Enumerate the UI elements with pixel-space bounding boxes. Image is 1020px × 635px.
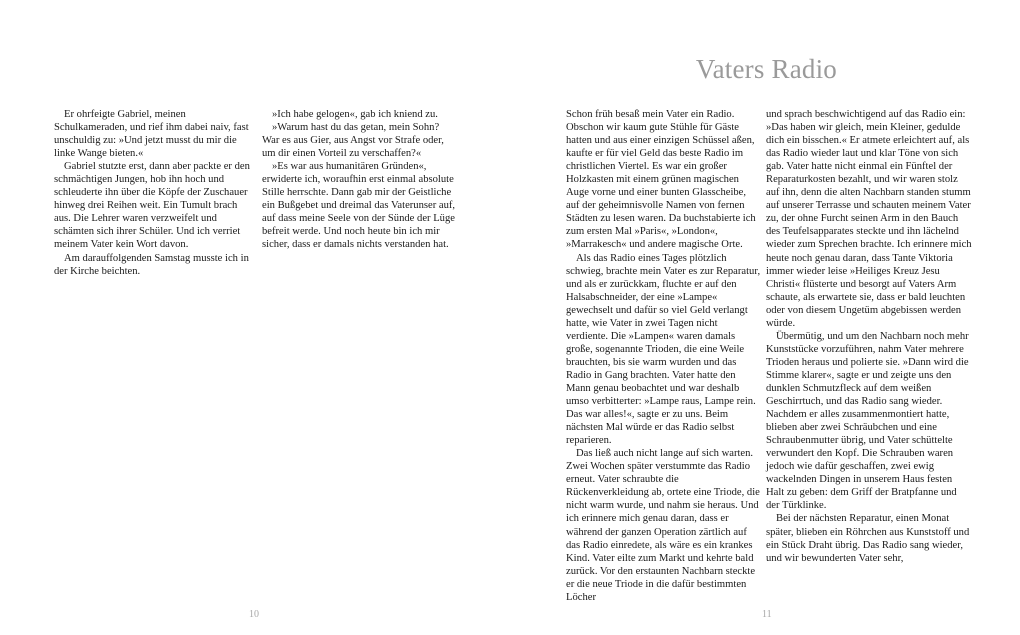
page-number-left: 10 bbox=[249, 609, 259, 620]
paragraph: Das ließ auch nicht lange auf sich warten. Zwei Wochen später verstummte das Radio erneut. Vater schraubte die Rückenverkleidung ab, ortete eine Triode, die nicht warm wurde, und nahm sie heraus. Und ich erinnere mich genau daran, dass er während der ganzen Operation zärtlich auf das Radio einredete, als wäre es ein krankes Kind. Vater eilte zum Markt und kehrte bald zurück. Vor den erstaunten Nachbarn steckte er die neue Triode in die dafür bestimmten Löcher bbox=[566, 448, 760, 603]
right-page-column-2 bbox=[766, 108, 972, 565]
paragraph: »Es war aus humanitären Gründen«, erwiderte ich, woraufhin erst einmal absolute Stille herrschte. Dann gab mir der Geistliche ein Bußgebet und dreimal das Vaterunser auf, auf dass meine Seele von der Sünde der Lüge befreit werde. Und noch heute bin ich mir sicher, dass er damals nichts verstanden hat. bbox=[262, 161, 456, 251]
page-number-right: 11 bbox=[762, 609, 772, 620]
paragraph: und sprach beschwichtigend auf das Radio ein: »Das haben wir gleich, mein Kleiner, gedulde dich ein bisschen.« Er atmete erleichtert auf, als das Radio wieder laut und klar Töne von sich gab. Vater hatte nicht einmal ein Fünftel der Reparaturkosten bezahlt, und wir waren stolz auf ihn, denn die alten Nachbarn standen stumm auf unserer Terrasse und schauten meinem Vater zu, der ohne Furcht seinen Arm in den Bauch des Teufelsapparates steckte und ihn lächelnd wieder zum Sprechen brachte. Ich erinnere mich heute noch genau daran, dass Tante Viktoria immer wieder leise »Heiliges Kreuz Jesu Christi« flüsterte und besorgt auf Vaters Arm schaute, als erwartete sie, dass er bald leuchten oder von diesem Ungetüm abgebissen werden würde. bbox=[766, 109, 972, 329]
paragraph: »Warum hast du das getan, mein Sohn? War es aus Gier, aus Angst vor Strafe oder, um dir einen Vorteil zu verschaffen?« bbox=[262, 122, 444, 160]
paragraph: »Ich habe gelogen«, gab ich kniend zu. bbox=[272, 109, 438, 120]
paragraph: Schon früh besaß mein Vater ein Radio. Obschon wir kaum gute Stühle für Gäste hatten und aus einer einzigen Schüssel aßen, kaufte er für viel Geld das beste Radio im christlichen Viertel. Es war ein großer Holzkasten mit einem grünen magischen Auge vorne und einer bunten Glasscheibe, auf der geheimnisvolle Namen von fernen Städten zu lesen waren. Da buchstabierte ich zum ersten Mal »Paris«, »London«, »Marrakesch« und andere magische Orte. bbox=[566, 109, 756, 251]
left-page-column-2 bbox=[262, 108, 458, 252]
chapter-title: Vaters Radio bbox=[695, 54, 837, 84]
left-page-column-1 bbox=[54, 108, 250, 278]
paragraph: Bei der nächsten Reparatur, einen Monat später, blieben ein Röhrchen aus Kunststoff und ein Stück Draht übrig. Das Radio sang wieder, und wir bewunderten Vater sehr, bbox=[766, 513, 970, 564]
right-page-column-1 bbox=[566, 108, 762, 604]
paragraph: Als das Radio eines Tages plötzlich schwieg, brachte mein Vater es zur Reparatur, und als er zurückkam, fluchte er auf den Halsabschneider, der eine »Lampe« gewechselt und dafür so viel Geld verlangt hatte, wie Vater in zwei Tagen nicht verdiente. Die »Lampen« waren damals große, sogenannte Trioden, die eine Weile brauchten, bis sie warm wurden und das Radio in Gang brachten. Vater hatte den Mann genau beobachtet und war deshalb umso verbitterter: »Lampe raus, Lampe rein. Das war alles!«, sagte er zu uns. Beim nächsten Mal würde er das Radio selbst reparieren. bbox=[566, 252, 761, 447]
right-page bbox=[510, 0, 1020, 635]
paragraph: Am darauffolgenden Samstag musste ich in der Kirche beichten. bbox=[54, 252, 249, 277]
paragraph: Übermütig, und um den Nachbarn noch mehr Kunststücke vorzuführen, nahm Vater mehrere Trioden heraus und polierte sie. »Dann wird die Stimme klarer«, sagte er und zeigte uns den dunklen Schmutzfleck auf dem weißen Geschirrtuch, und das Radio sang wieder. Nachdem er alles zusammenmontiert hatte, blieben aber zwei Schräubchen und eine Schraubenmutter übrig, und Vater schüttelte verwundert den Kopf. Die Schrauben waren jedoch wie dafür geschaffen, zwei ewig wackelnden Dingen in unserem Haus festen Halt zu geben: dem Griff der Bratpfanne und der Türklinke. bbox=[766, 330, 969, 512]
paragraph: Er ohrfeigte Gabriel, meinen Schulkameraden, und rief ihm dabei naiv, fast unschuldig zu: »Und jetzt musst du mir die linke Wange bieten.« bbox=[54, 109, 249, 160]
paragraph: Gabriel stutzte erst, dann aber packte er den schmächtigen Jungen, hob ihn hoch und schleuderte ihn über die Köpfe der Zuschauer hinweg drei Reihen weit. Ein Tumult brach aus. Die Lehrer waren verzweifelt und schämten sich ihrer Schüler. Und ich verriet meinem Vater kein Wort davon. bbox=[54, 161, 250, 251]
